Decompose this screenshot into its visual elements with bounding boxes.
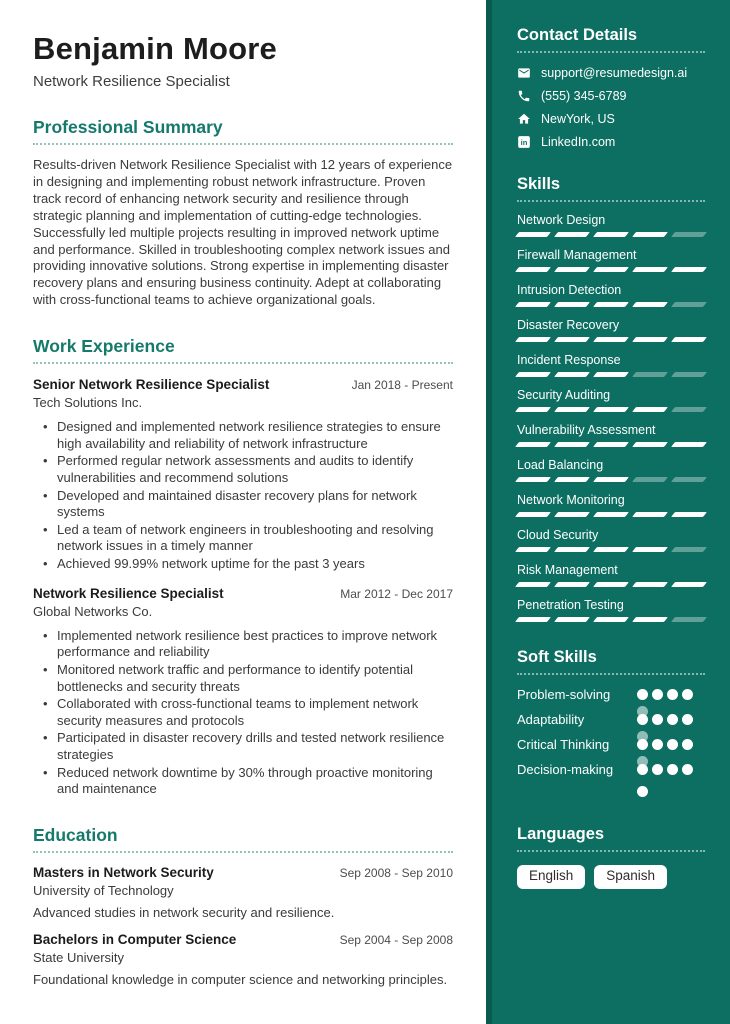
skill-rating-bar	[517, 442, 705, 447]
job-bullet: • Monitored network traffic and performance to identify potential bottlenecks and security threats	[33, 662, 453, 695]
phone-icon	[517, 89, 531, 103]
contact-phone-text: (555) 345-6789	[541, 89, 627, 103]
degree-description: Advanced studies in network security and resilience.	[33, 904, 335, 920]
education-entry	[33, 865, 453, 920]
skill-item: Network Monitoring	[517, 493, 705, 517]
contact-location	[517, 112, 705, 126]
experience-heading: Work Experience	[33, 336, 453, 364]
job-bullet-list	[33, 419, 453, 573]
soft-skill-row: Adaptability	[517, 712, 705, 727]
soft-skill-dots	[637, 739, 693, 750]
contact-email[interactable]	[517, 66, 705, 80]
skill-item: Risk Management	[517, 563, 705, 587]
job-bullet: • Implemented network resilience best practices to improve network performance and reliability	[33, 628, 453, 661]
degree-title: Bachelors in Computer Science	[33, 931, 237, 947]
job-bullet-list	[33, 628, 453, 798]
soft-skill-row: Critical Thinking	[517, 737, 705, 752]
skill-item: Vulnerability Assessment	[517, 423, 705, 447]
home-icon	[517, 112, 531, 126]
language-badge-spanish: Spanish	[594, 865, 667, 889]
education-entry	[33, 932, 453, 987]
school-name: University of Technology	[33, 882, 174, 898]
contact-linkedin-text: LinkedIn.com	[541, 135, 616, 149]
job-bullet: • Designed and implemented network resilience strategies to ensure high availability and reliability of network infrastructure	[33, 419, 453, 452]
summary-heading: Professional Summary	[33, 117, 453, 145]
skill-rating-bar	[517, 267, 705, 272]
skills-section	[517, 175, 705, 622]
skill-rating-bar	[517, 547, 705, 552]
skill-rating-bar	[517, 512, 705, 517]
linkedin-icon	[517, 135, 531, 149]
skill-rating-bar	[517, 337, 705, 342]
job-dates: Jan 2018 - Present	[351, 378, 453, 393]
soft-skill-dots	[637, 714, 693, 725]
languages-heading: Languages	[517, 825, 705, 852]
language-badge-english: English	[517, 865, 585, 889]
degree-description: Foundational knowledge in computer science and networking principles.	[33, 971, 448, 987]
soft-skill-row: Decision-making	[517, 762, 705, 777]
skill-item: Network Design	[517, 213, 705, 237]
soft-skill-dots	[637, 764, 693, 775]
email-icon	[517, 66, 531, 80]
contact-email-text: support@resumedesign.ai	[541, 66, 688, 80]
person-name: Benjamin Moore	[33, 31, 277, 66]
sidebar	[486, 0, 730, 1024]
school-name: State University	[33, 949, 125, 965]
skill-rating-bar	[517, 477, 705, 482]
job-title: Network Resilience Specialist	[33, 585, 224, 601]
contact-phone	[517, 89, 705, 103]
skill-rating-bar	[517, 302, 705, 307]
skills-heading: Skills	[517, 175, 705, 202]
degree-title: Masters in Network Security	[33, 864, 214, 880]
job-bullet: • Achieved 99.99% network uptime for the past 3 years	[33, 556, 453, 573]
skill-rating-bar	[517, 617, 705, 622]
job-bullet: • Developed and maintained disaster recovery plans for network systems	[33, 488, 453, 521]
job-company: Global Networks Co.	[33, 603, 153, 619]
soft-skills-section	[517, 648, 705, 799]
job-entry	[33, 586, 453, 798]
job-company: Tech Solutions Inc.	[33, 395, 143, 411]
education-heading: Education	[33, 825, 453, 853]
degree-dates: Sep 2008 - Sep 2010	[339, 865, 453, 880]
skill-item: Disaster Recovery	[517, 318, 705, 342]
soft-skills-heading: Soft Skills	[517, 648, 705, 675]
skill-item: Penetration Testing	[517, 598, 705, 622]
soft-skill-overflow-dot-row	[517, 784, 705, 799]
skill-item: Incident Response	[517, 353, 705, 377]
soft-skill-overflow-dot	[637, 786, 648, 797]
degree-dates: Sep 2004 - Sep 2008	[339, 932, 453, 947]
contact-linkedin[interactable]	[517, 135, 705, 149]
soft-skill-row: Problem-solving	[517, 687, 705, 702]
job-title: Senior Network Resilience Specialist	[33, 377, 270, 393]
skill-item: Cloud Security	[517, 528, 705, 552]
svg-text:in: in	[520, 138, 528, 148]
contact-section	[517, 26, 705, 149]
job-entry	[33, 377, 453, 573]
job-bullet: • Collaborated with cross-functional teams to implement network security measures and protocols	[33, 696, 453, 729]
languages-section	[517, 825, 705, 889]
job-bullet: • Led a team of network engineers in troubleshooting and resolving network issues in a timely manner	[33, 522, 453, 555]
skill-rating-bar	[517, 372, 705, 377]
skill-rating-bar	[517, 582, 705, 587]
job-bullet: • Participated in disaster recovery drills and tested network resilience strategies	[33, 730, 453, 763]
job-bullet: • Reduced network downtime by 30% through proactive monitoring and maintenance	[33, 765, 453, 798]
job-dates: Mar 2012 - Dec 2017	[340, 586, 453, 601]
skill-rating-bar	[517, 232, 705, 237]
skill-item: Security Auditing	[517, 388, 705, 412]
skill-item: Load Balancing	[517, 458, 705, 482]
summary-text: Results-driven Network Resilience Specialist with 12 years of experience in designing and implementing robust network infrastructure. Proven track record of enhancing network security and resilience through strategic planning and implementation of cutting-edge technologies. Successfully led multiple projects resulting in improved network uptime and performance. Skilled in troubleshooting complex network issues and providing innovative solutions. Strong expertise in implementing disaster recovery plans and ensuring business continuity. Adept at collaborating with cross-functional teams to achieve organizational goals.	[33, 157, 453, 308]
skill-item: Intrusion Detection	[517, 283, 705, 307]
soft-skill-dots	[637, 689, 693, 700]
contact-heading: Contact Details	[517, 26, 705, 53]
person-job-title: Network Resilience Specialist	[33, 73, 230, 91]
contact-location-text: NewYork, US	[541, 112, 615, 126]
skill-rating-bar	[517, 407, 705, 412]
skill-item: Firewall Management	[517, 248, 705, 272]
job-bullet: • Performed regular network assessments and audits to identify vulnerabilities and recommend solutions	[33, 453, 453, 486]
